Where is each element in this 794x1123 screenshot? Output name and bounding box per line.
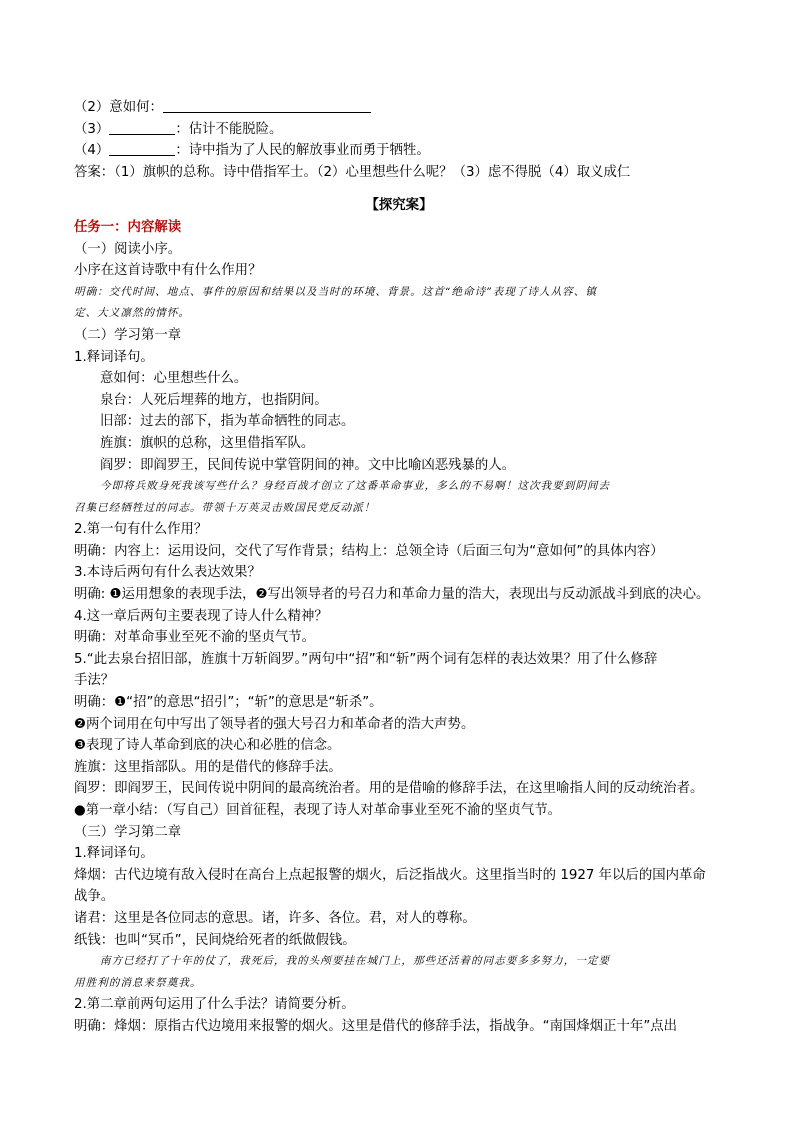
word-gloss: 旧部：过去的部下，指为革命牺牲的同志。 <box>100 414 355 430</box>
subsection-heading: （一）阅读小序。 <box>74 241 182 257</box>
word-gloss: 战争。 <box>74 889 115 905</box>
handwritten-answer: 定、大义凛然的情怀。 <box>74 307 190 320</box>
task-heading: 任务一：内容解读 <box>74 219 182 235</box>
word-gloss: 泉台：人死后埋葬的地方，也指阴间。 <box>100 392 328 408</box>
question: 小序在这首诗歌中有什么作用？ <box>74 263 262 279</box>
word-gloss: 纸钱：也叫“冥币”，民间烧给死者的纸做假钱。 <box>74 932 356 948</box>
exercise-line-2: （2）意如何： <box>74 97 724 119</box>
translation-text: 用胜利的消息来祭奠我。 <box>74 976 202 989</box>
word-gloss: 烽烟：古代边境有敌入侵时在高台上点起报警的烟火，后泛指战火。这里指当时的 1927 年以后的国内革命 <box>74 867 706 883</box>
chapter-summary: ●第一章小结：（写自己）回首征程，表现了诗人对革命事业至死不渝的坚贞气节。 <box>74 803 562 818</box>
word-gloss: 诸君：这里是各位同志的意思。诸，许多、各位。君，对人的尊称。 <box>74 910 476 926</box>
answer-text: 明确：烽烟：原指古代边境用来报警的烟火。这里是借代的修辞手法，指战争。“南国烽烟正十年”点出 <box>74 1018 678 1034</box>
answer-blank[interactable] <box>109 120 175 135</box>
answer-line: 答案：（1）旗帜的总称。诗中借指军士。（2）心里想些什么呢？（3）虑不得脱（4）取义成仁 <box>74 164 631 180</box>
exercise-line-4: （4） ：诗中指为了人民的解放事业而勇于牺牲。 <box>74 143 430 159</box>
answer-text: 阎罗：即阎罗王，民间传说中阴间的最高统治者。用的是借喻的修辞手法，在这里喻指人间的反动统治者。 <box>74 781 704 797</box>
translation-text: 今即将兵败身死我该写些什么？身经百战才创立了这番革命事业，多么的不易啊！这次我要到阴间去 <box>100 480 611 493</box>
question: 手法？ <box>74 673 115 689</box>
answer-blank[interactable] <box>163 98 371 113</box>
question: 4.这一章后两句主要表现了诗人什么精神？ <box>74 608 328 624</box>
answer-text: 明确：内容上：运用设问，交代了写作背景；结构上：总领全诗（后面三句为“意如何”的具体内容） <box>74 543 664 559</box>
word-gloss: 意如何：心里想些什么。 <box>100 371 248 387</box>
answer-text: 旌旗：这里指部队。用的是借代的修辞手法。 <box>74 759 342 775</box>
translation-text: 南方已经打了十年的仗了，我死后，我的头颅要挂在城门上，那些还活着的同志要多多努力，一定要 <box>100 955 611 968</box>
word-gloss: 旌旗：旗帜的总称，这里借指军队。 <box>100 435 315 451</box>
question: 3.本诗后两句有什么表达效果？ <box>74 565 261 581</box>
answer-text: ❸表现了诗人革命到底的决心和必胜的信念。 <box>74 738 341 754</box>
word-gloss: 阎罗：即阎罗王，民间传说中掌管阴间的神。文中比喻凶恶残暴的人。 <box>100 457 516 473</box>
question: 2.第二章前两句运用了什么手法？请简要分析。 <box>74 997 355 1013</box>
exercise-line-3: （3） ：估计不能脱险。 <box>74 121 283 137</box>
answer-blank[interactable] <box>109 141 175 156</box>
subsection-heading: （二）学习第一章 <box>74 327 182 343</box>
translation-text: 召集已经牺牲过的同志。带领十万英灵击败国民党反动派！ <box>74 501 376 514</box>
subsection-heading: （三）学习第二章 <box>74 824 182 840</box>
question: 2.第一句有什么作用？ <box>74 522 208 538</box>
question: 1.释词译句。 <box>74 846 154 862</box>
answer-text: 明确: ❶运用想象的表现手法，❷写出领导者的号召力和革命力量的浩大，表现出与反动派战斗到底的决心。 <box>74 587 710 603</box>
answer-text: ❷两个词用在句中写出了领导者的强大号召力和革命者的浩大声势。 <box>74 716 475 732</box>
answer-text: 明确：❶“招”的意思“招引”；“斩”的意思是“斩杀”。 <box>74 695 383 711</box>
section-title: 【探究案】 <box>365 198 433 214</box>
answer-text: 明确：对革命事业至死不渝的坚贞气节。 <box>74 630 316 646</box>
question: 5.“此去泉台招旧部，旌旗十万斩阎罗。”两句中“招”和“斩”两个词有怎样的表达效果？用了什么修辞 <box>74 651 658 667</box>
document-body <box>74 97 724 1038</box>
question: 1.释词译句。 <box>74 349 154 365</box>
handwritten-answer: 明确：交代时间、地点、事件的原因和结果以及当时的环境、背景。这首“绝命诗”表现了诗人从容、镇 <box>74 285 597 298</box>
